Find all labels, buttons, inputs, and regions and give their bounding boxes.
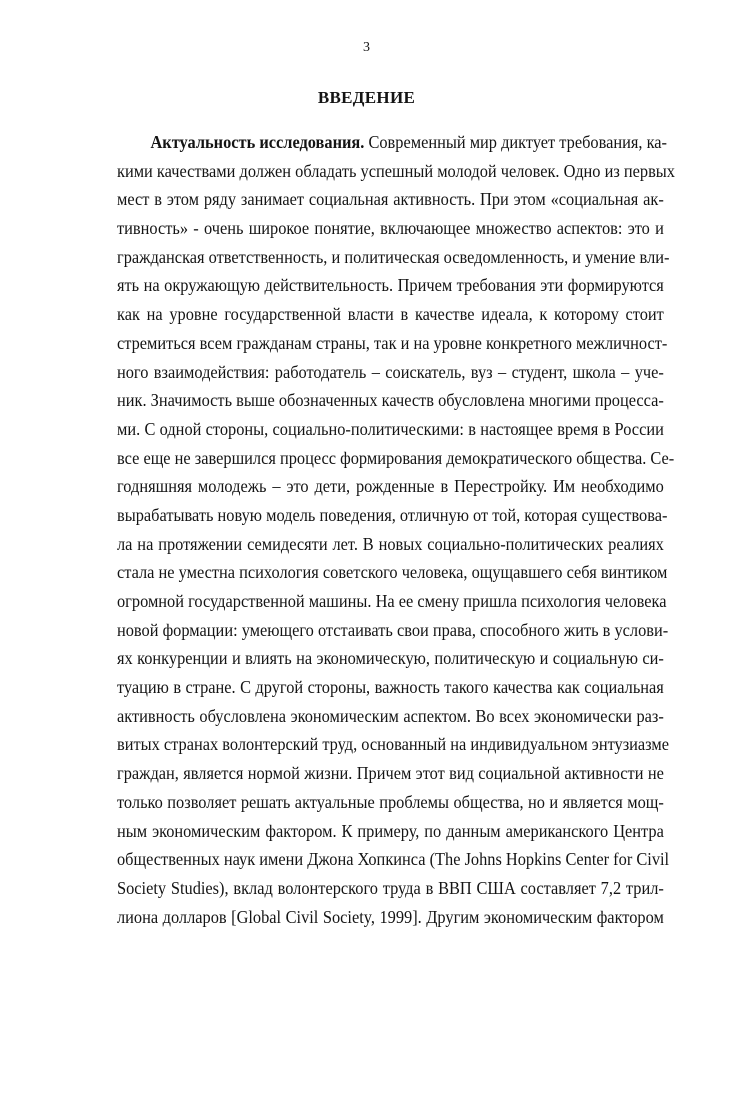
text-line: ник. Значимость выше обозначенных качеств обусловлена многими процесса-	[117, 390, 664, 411]
text-line: вырабатывать новую модель поведения, отличную от той, которая существова-	[117, 504, 668, 525]
text-line: лиона долларов [Global Civil Society, 1999]. Другим экономическим фактором	[117, 906, 664, 927]
text-line: только позволяет решать актуальные проблемы общества, но и является мощ-	[117, 791, 664, 812]
text-line: тивность» - очень широкое понятие, включающее множество аспектов: это и	[117, 218, 664, 239]
text-line: ях конкуренции и влиять на экономическую, политическую и социальную си-	[117, 648, 664, 669]
text-line: Society Studies), вклад волонтерского труда в ВВП США составляет 7,2 трил-	[117, 877, 664, 898]
text-line: годняшняя молодежь – это дети, рожденные в Перестройку. Им необходимо	[117, 476, 664, 497]
text-line: мест в этом ряду занимает социальная активность. При этом «социальная ак-	[117, 189, 664, 210]
text-line: гражданская ответственность, и политическая осведомленность, и умение вли-	[117, 246, 670, 267]
text-line	[117, 128, 668, 157]
text-line: новой формации: умеющего отстаивать свои права, способного жить в услови-	[117, 619, 669, 640]
text-line: граждан, является нормой жизни. Причем этот вид социальной активности не	[117, 763, 664, 784]
body-text	[117, 128, 675, 931]
text-line: ми. С одной стороны, социально-политическими: в настоящее время в России	[117, 418, 664, 439]
text-line: все еще не завершился процесс формирования демократического общества. Се-	[117, 447, 675, 468]
text-line: кими качествами должен обладать успешный молодой человек. Одно из первых	[117, 160, 675, 181]
text-line: стремиться всем гражданам страны, так и на уровне конкретного межличност-	[117, 332, 668, 353]
text-line: ять на окружающую действительность. Причем требования эти формируются	[117, 275, 664, 296]
text-line: активность обусловлена экономическим аспектом. Во всех экономически раз-	[117, 705, 664, 726]
text-line: туацию в стране. С другой стороны, важность такого качества как социальная	[117, 677, 664, 698]
text-line: ным экономическим фактором. К примеру, по данным американского Центра	[117, 820, 664, 841]
text-line: огромной государственной машины. На ее смену пришла психология человека	[117, 591, 667, 611]
text-line: как на уровне государственной власти в качестве идеала, к которому стоит	[117, 304, 664, 325]
text-line: витых странах волонтерский труд, основанный на индивидуальном энтузиазме	[117, 734, 670, 755]
text-line: стала не уместна психология советского человека, ощущавшего себя винтиком	[117, 562, 668, 583]
text-line: общественных наук имени Джона Хопкинса (The Johns Hopkins Center for Civil	[117, 849, 670, 870]
text-line-rest: Современный мир диктует требования, ка-	[364, 132, 668, 152]
section-heading: ВВЕДЕНИЕ	[317, 88, 416, 107]
text-line: ного взаимодействия: работодатель – соискатель, вуз – студент, школа – уче-	[117, 361, 664, 382]
lead-phrase: Актуальность исследования.	[150, 132, 365, 152]
page-number: 3	[363, 40, 370, 55]
text-line: ла на протяжении семидесяти лет. В новых социально-политических реалиях	[117, 533, 664, 554]
